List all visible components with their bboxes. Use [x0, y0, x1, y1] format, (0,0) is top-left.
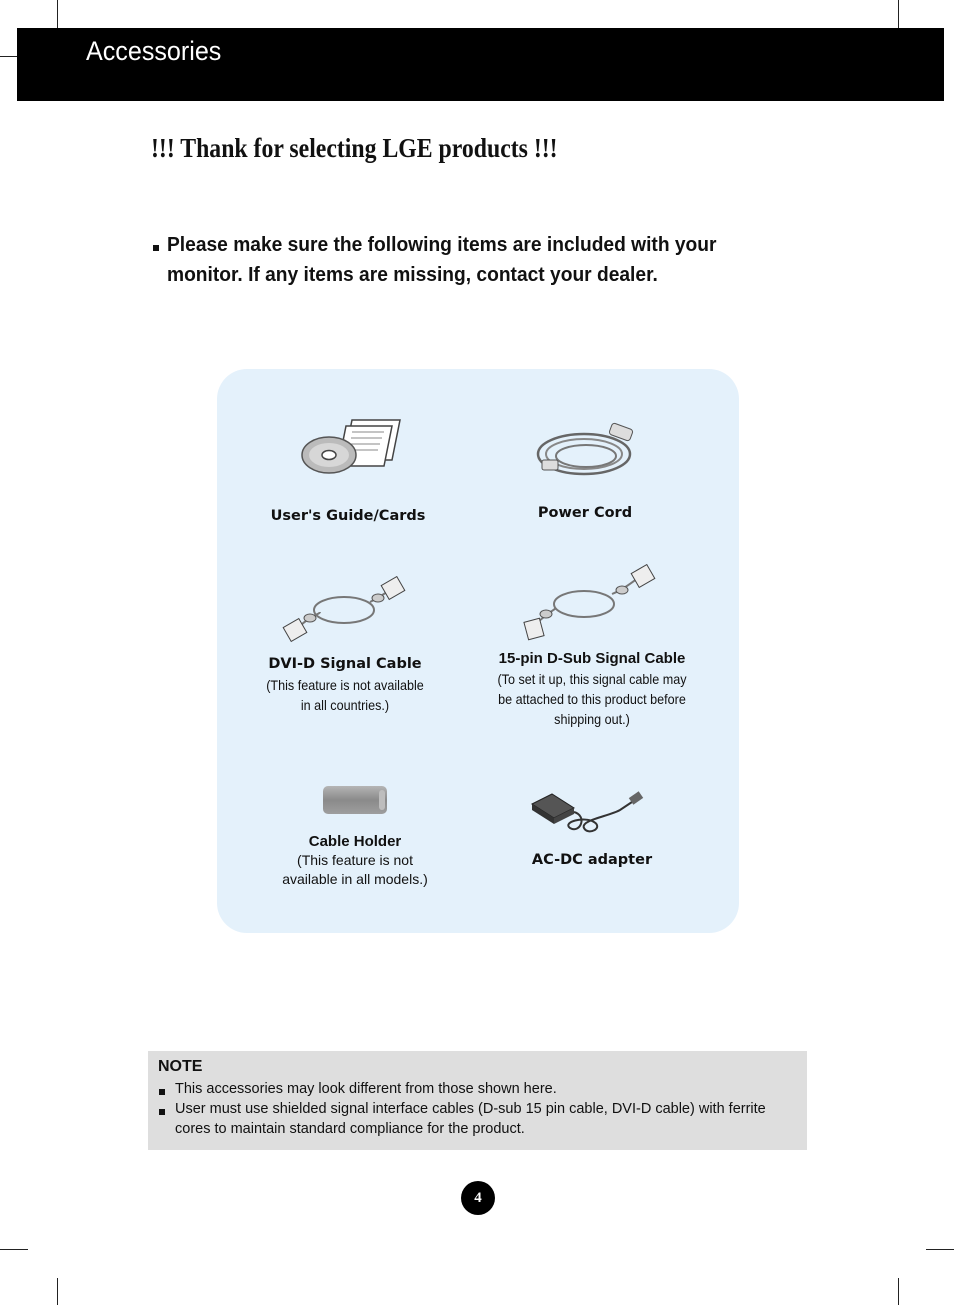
note-line: available in all models.) [282, 871, 428, 887]
ac-dc-adapter-icon [528, 786, 652, 838]
item-label-power-cord: Power Cord [537, 505, 633, 521]
crop-mark [898, 0, 899, 28]
crop-mark [898, 1278, 899, 1305]
item-label-ac-dc-adapter: AC-DC adapter [531, 852, 653, 868]
item-label-users-guide: User's Guide/Cards [270, 508, 426, 524]
page-number: 4 [461, 1181, 495, 1215]
intro-line: Please make sure the following items are included with your [167, 234, 717, 256]
note-line: User must use shielded signal interface cables (D-sub 15 pin cable, DVI-D cable) with ferrite [175, 1101, 766, 1117]
crop-mark [0, 56, 17, 57]
page-heading: !!! Thank for selecting LGE products !!! [151, 133, 558, 163]
item-label-cable-holder: Cable Holder [308, 833, 402, 850]
item-note-cable-holder [245, 851, 465, 889]
intro-line: monitor. If any items are missing, contact your dealer. [167, 264, 658, 286]
power-cord-icon [532, 418, 640, 480]
dvi-cable-icon [280, 576, 408, 646]
note-line: (This feature is not [297, 852, 413, 868]
note-line: (To set it up, this signal cable may [497, 671, 687, 687]
crop-mark [926, 1249, 954, 1250]
crop-mark [57, 1278, 58, 1305]
item-label-dvi-cable: DVI-D Signal Cable [268, 656, 422, 672]
item-note-dvi-cable [243, 675, 446, 715]
note-line: (This feature is not available [266, 677, 424, 693]
crop-mark [57, 0, 58, 28]
note-line: in all countries.) [300, 697, 390, 713]
note-line: cores to maintain standard compliance for the product. [175, 1121, 525, 1137]
note-line: shipping out.) [554, 711, 630, 727]
note-title: NOTE [158, 1058, 203, 1075]
item-note-dsub-cable [484, 669, 700, 729]
bullet-icon [159, 1109, 165, 1115]
bullet-icon [153, 245, 159, 251]
bullet-icon [159, 1089, 165, 1095]
cd-and-manual-icon [300, 416, 404, 476]
note-line: be attached to this product before [498, 691, 686, 707]
section-title: Accessories [86, 36, 222, 66]
dsub-cable-icon [520, 564, 656, 642]
note-line: This accessories may look different from those shown here. [175, 1081, 557, 1097]
intro-text [167, 230, 762, 290]
crop-mark [0, 1249, 28, 1250]
cable-holder-icon [321, 784, 389, 816]
item-label-dsub-cable: 15-pin D-Sub Signal Cable [498, 650, 686, 667]
